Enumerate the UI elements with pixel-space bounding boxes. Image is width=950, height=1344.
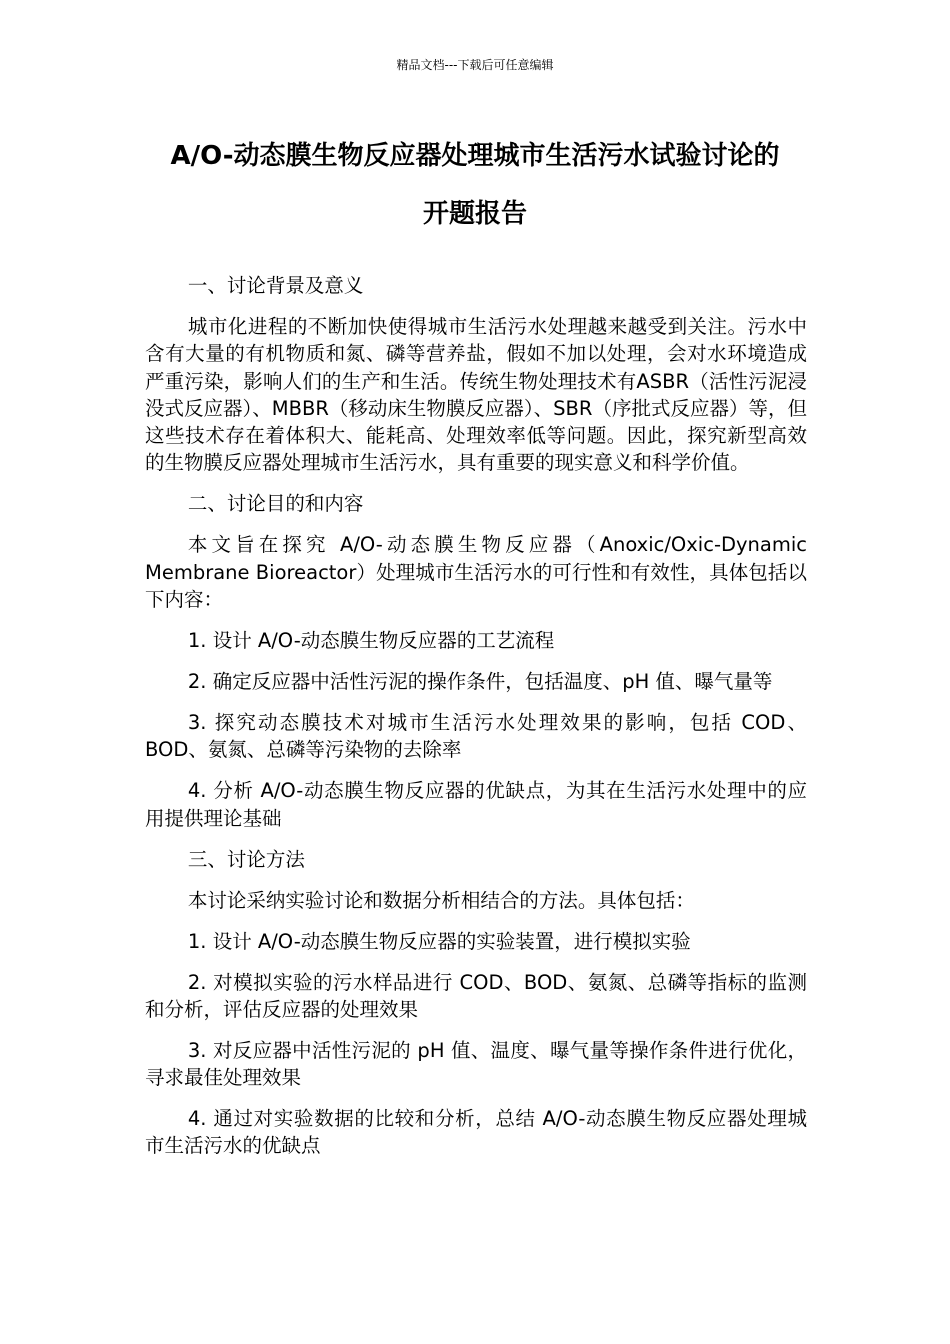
document-title-line-1: A/O-动态膜生物反应器处理城市生活污水试验讨论的 bbox=[170, 141, 780, 171]
paragraph-methods-intro: 本讨论采纳实验讨论和数据分析相结合的方法。具体包括： bbox=[187, 888, 695, 912]
section-heading-objectives: 二、讨论目的和内容 bbox=[187, 492, 364, 516]
document-title-line-2: 开题报告 bbox=[422, 199, 527, 229]
list-item-objective-3: 3. 探究动态膜技术对城市生活污水处理效果的影响，包括 COD、BOD、氨氮、总磷等污染物的去除率 bbox=[145, 710, 807, 762]
page-header: 精品文档---下载后可任意编辑 bbox=[396, 58, 554, 72]
list-item-method-3: 3. 对反应器中活性污泥的 pH 值、温度、曝气量等操作条件进行优化，寻求最佳处理效果 bbox=[145, 1038, 807, 1090]
list-item-objective-1: 1. 设计 A/O-动态膜生物反应器的工艺流程 bbox=[187, 629, 555, 653]
section-heading-background: 一、讨论背景及意义 bbox=[187, 274, 364, 297]
section-heading-methods: 三、讨论方法 bbox=[187, 847, 305, 871]
paragraph-objectives-intro: 本文旨在探究 A/O-动态膜生物反应器（Anoxic/Oxic-Dynamic Membrane Bioreactor）处理城市生活污水的可行性和有效性，具体包括以下内容： bbox=[145, 533, 807, 612]
list-item-objective-2: 2. 确定反应器中活性污泥的操作条件，包括温度、pH 值、曝气量等 bbox=[187, 670, 773, 693]
paragraph-background: 城市化进程的不断加快使得城市生活污水处理越来越受到关注。污水中含有大量的有机物质和氮、磷等营养盐，假如不加以处理，会对水环境造成严重污染，影响人们的生产和生活。传统生物处理技术有ASBR（活性污泥浸没式反应器）、MBBR（移动床生物膜反应器）、SBR（序批式反应器）等，但这些技术存在着体积大、能耗高、处理效率低等问题。因此，探究新型高效的生物膜反应器处理城市生活污水，具有重要的现实意义和科学价值。 bbox=[145, 314, 807, 475]
list-item-method-1: 1. 设计 A/O-动态膜生物反应器的实验装置，进行模拟实验 bbox=[187, 929, 691, 953]
list-item-method-4: 4. 通过对实验数据的比较和分析，总结 A/O-动态膜生物反应器处理城市生活污水的优缺点 bbox=[145, 1107, 807, 1158]
list-item-method-2: 2. 对模拟实验的污水样品进行 COD、BOD、氨氮、总磷等指标的监测和分析，评估反应器的处理效果 bbox=[145, 970, 807, 1021]
document-body bbox=[145, 272, 807, 1173]
list-item-objective-4: 4. 分析 A/O-动态膜生物反应器的优缺点，为其在生活污水处理中的应用提供理论基础 bbox=[145, 779, 807, 830]
